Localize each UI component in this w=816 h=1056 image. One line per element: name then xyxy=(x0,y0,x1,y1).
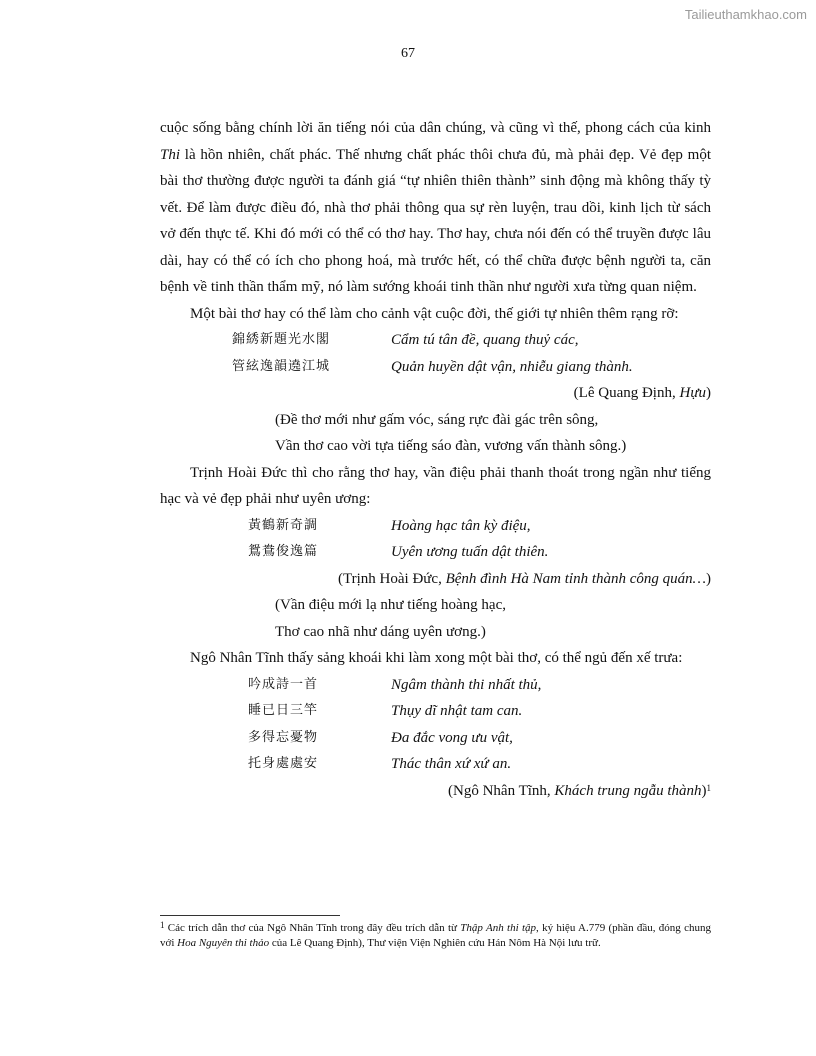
paragraph-1 xyxy=(160,115,711,301)
attribution-1 xyxy=(160,380,711,407)
footnote-marker: 1 xyxy=(160,920,165,930)
footnote-work: Hoa Nguyên thi thảo xyxy=(177,936,270,949)
verse-line xyxy=(160,698,711,725)
attribution-work: Bệnh đình Hà Nam tỉnh thành công quán… xyxy=(445,570,706,587)
footnote-text: Các trích dẫn thơ của Ngô Nhân Tĩnh trong đây đều trích dẫn từ xyxy=(164,922,461,934)
paragraph-1-text: cuộc sống bằng chính lời ăn tiếng nói của dân chúng, và cũng vì thế, phong cách của kinh xyxy=(160,120,711,136)
watermark: Tailieuthamkhao.com xyxy=(684,7,807,22)
verse-line xyxy=(160,354,711,381)
attribution-author: (Ngô Nhân Tĩnh, xyxy=(448,782,555,799)
translation-line: Vần thơ cao vời tựa tiếng sáo đàn, vương vấn thành sông.) xyxy=(275,438,627,454)
attribution-author: (Lê Quang Định, xyxy=(573,385,680,401)
han-text: 管絃逸韻遶江城 xyxy=(232,358,331,374)
attribution-close: ) xyxy=(706,570,711,587)
viet-text: Quản huyền dật vận, nhiễu giang thành. xyxy=(391,358,633,375)
verse-line xyxy=(160,725,711,752)
footnote-text: , ký hiệu A.779 (phần đầu, đóng chung với xyxy=(160,922,711,949)
footnote xyxy=(160,921,711,950)
paragraph-1-rest: là hồn nhiên, chất phác. Thế nhưng chất phác thôi chưa đủ, mà phải đẹp. Vẻ đẹp một bài thơ thường được người ta đánh giá “tự nhiên thiên thành” sinh động mà không thấy tỳ vết. Để làm được điều đó, nhà thơ phải thông qua sự rèn luyện, trau dồi, kinh lịch từ sách vở đến thực tế. Khi đó mới có thể có thơ hay. Thơ hay, chưa nói đến có thể truyền được lâu dài, hay có thể có ích cho phong hoá, mà trước hết, có thể chữa được bệnh người ta, căn bệnh về tinh thần thẩm mỹ, nó làm sướng khoái tinh thần như người xưa từng quan niệm. xyxy=(160,146,711,295)
viet-text: Cẩm tú tân đề, quang thuỷ các, xyxy=(391,332,579,348)
attribution-close: ) xyxy=(706,385,711,401)
verse-line xyxy=(160,327,711,354)
attribution-2 xyxy=(160,566,711,593)
han-text: 多得忘憂物 xyxy=(248,729,319,745)
footnote-divider xyxy=(160,915,340,916)
verse-block-1 xyxy=(160,327,711,380)
viet-text: Uyên ương tuấn dật thiên. xyxy=(391,544,549,560)
attribution-work: Hựu xyxy=(679,385,706,401)
verse-block-3 xyxy=(160,672,711,778)
paragraph-2: Một bài thơ hay có thể làm cho cảnh vật cuộc đời, thế giới tự nhiên thêm rạng rỡ: xyxy=(190,305,679,322)
page-number: 67 xyxy=(401,46,415,61)
paragraph-3: Trịnh Hoài Đức thì cho rằng thơ hay, vần điệu phải thanh thoát trong ngần như tiếng hạc và vẻ đẹp phải như uyên ương: xyxy=(160,464,711,507)
verse-line xyxy=(160,539,711,566)
attribution-author: (Trịnh Hoài Đức, xyxy=(338,570,446,587)
footnote-text: của Lê Quang Định), Thư viện Viện Nghiên cứu Hán Nôm Hà Nội lưu trữ. xyxy=(269,936,601,949)
page-body xyxy=(160,115,711,804)
han-text: 睡已日三竿 xyxy=(248,703,319,718)
viet-text: Đa đắc vong ưu vật, xyxy=(391,729,513,746)
footnote-work: Thập Anh thi tập xyxy=(460,922,537,934)
attribution-close: ) xyxy=(701,782,707,799)
viet-text: Thụy dĩ nhật tam can. xyxy=(391,703,523,719)
attribution-3 xyxy=(160,778,711,805)
attribution-work: Khách trung ngẫu thành xyxy=(554,782,702,799)
verse-line xyxy=(160,672,711,699)
viet-text: Ngâm thành thi nhất thủ, xyxy=(391,676,542,693)
paragraph-1-italic: Thi xyxy=(160,146,181,163)
verse-line xyxy=(160,513,711,540)
viet-text: Thác thân xứ xứ an. xyxy=(391,756,512,772)
han-text: 托身處處安 xyxy=(248,756,319,771)
viet-text: Hoàng hạc tân kỳ điệu, xyxy=(391,517,531,534)
translation-line: Thơ cao nhã như dáng uyên ương.) xyxy=(275,623,486,640)
paragraph-4: Ngô Nhân Tĩnh thấy sảng khoái khi làm xong một bài thơ, có thể ngủ đến xế trưa: xyxy=(190,650,683,666)
han-text: 吟成詩一首 xyxy=(248,676,319,692)
han-text: 黃鶴新奇調 xyxy=(248,517,319,533)
translation-line: (Đề thơ mới như gấm vóc, sáng rực đài gác trên sông, xyxy=(275,411,599,428)
han-text: 錦綉新題光水閣 xyxy=(232,332,331,347)
verse-block-2 xyxy=(160,513,711,566)
footnote-reference[interactable]: 1 xyxy=(706,782,711,793)
verse-line xyxy=(160,751,711,778)
translation-line: (Vần điệu mới lạ như tiếng hoàng hạc, xyxy=(275,597,506,613)
han-text: 鴛鴦俊逸篇 xyxy=(248,544,319,559)
